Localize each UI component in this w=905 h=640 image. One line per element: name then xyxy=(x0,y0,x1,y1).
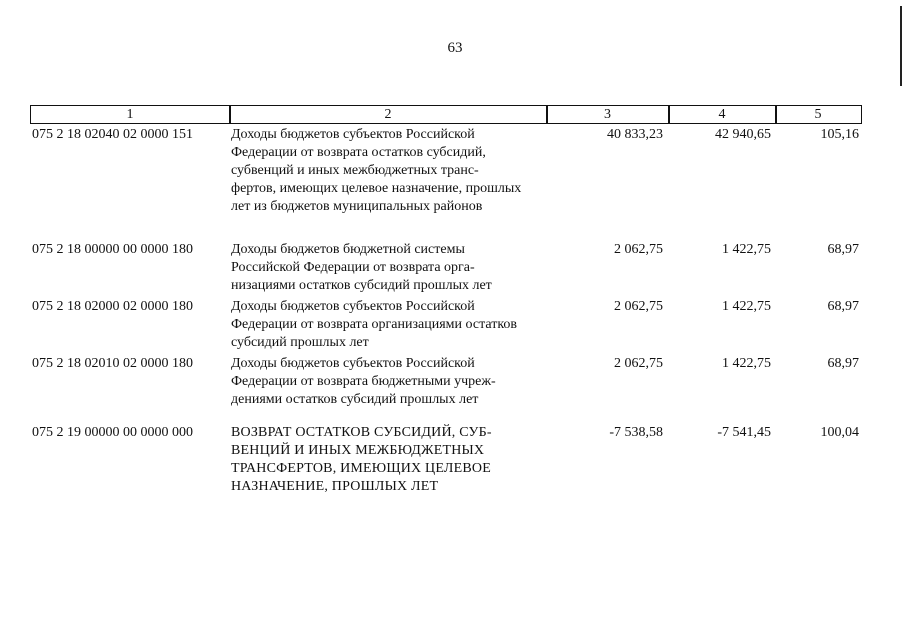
description-line: Доходы бюджетов субъектов Российской xyxy=(231,356,475,371)
description-line: Федерации от возврата остатков субсидий, xyxy=(231,145,486,160)
description-line: дениями остатков субсидий прошлых лет xyxy=(231,392,479,407)
row-description xyxy=(231,424,546,496)
value-col-4: -7 541,45 xyxy=(717,425,771,440)
description-line: Федерации от возврата бюджетными учреж- xyxy=(231,374,496,389)
budget-code: 075 2 18 02010 02 0000 180 xyxy=(32,356,193,371)
value-col-4: 1 422,75 xyxy=(722,299,771,314)
page-edge-mark xyxy=(900,6,902,86)
value-col-5: 68,97 xyxy=(827,299,859,314)
description-line: Доходы бюджетов бюджетной системы xyxy=(231,242,465,257)
row-description xyxy=(231,298,546,352)
column-header-2: 2 xyxy=(384,107,392,122)
description-line: Доходы бюджетов субъектов Российской xyxy=(231,127,475,142)
value-col-3: 2 062,75 xyxy=(614,242,663,257)
budget-code: 075 2 18 02000 02 0000 180 xyxy=(32,299,193,314)
row-description xyxy=(231,241,546,295)
value-col-3: 2 062,75 xyxy=(614,356,663,371)
value-col-3: -7 538,58 xyxy=(609,425,663,440)
description-line: НАЗНАЧЕНИЕ, ПРОШЛЫХ ЛЕТ xyxy=(231,479,439,494)
description-line: субвенций и иных межбюджетных транс- xyxy=(231,163,479,178)
value-col-5: 105,16 xyxy=(820,127,859,142)
budget-code: 075 2 18 00000 00 0000 180 xyxy=(32,242,193,257)
description-line: ТРАНСФЕРТОВ, ИМЕЮЩИХ ЦЕЛЕВОЕ xyxy=(231,461,491,476)
column-header-3: 3 xyxy=(604,107,611,122)
description-line: лет из бюджетов муниципальных районов xyxy=(231,199,483,214)
description-line: ВОЗВРАТ ОСТАТКОВ СУБСИДИЙ, СУБ- xyxy=(231,425,492,440)
page-number: 63 xyxy=(447,40,463,56)
value-col-4: 42 940,65 xyxy=(715,127,771,142)
description-line: ВЕНЦИЙ И ИНЫХ МЕЖБЮДЖЕТНЫХ xyxy=(231,443,485,458)
value-col-4: 1 422,75 xyxy=(722,356,771,371)
value-col-4: 1 422,75 xyxy=(722,242,771,257)
value-col-3: 2 062,75 xyxy=(614,299,663,314)
description-line: Доходы бюджетов субъектов Российской xyxy=(231,299,475,314)
column-header-4: 4 xyxy=(718,107,726,122)
budget-code: 075 2 18 02040 02 0000 151 xyxy=(32,127,193,142)
row-description xyxy=(231,355,546,409)
row-description xyxy=(231,126,546,216)
value-col-3: 40 833,23 xyxy=(607,127,663,142)
value-col-5: 100,04 xyxy=(820,425,859,440)
description-line: Федерации от возврата организациями остатков xyxy=(231,317,518,332)
description-line: Российской Федерации от возврата орга- xyxy=(231,260,475,275)
table-header xyxy=(30,105,862,124)
value-col-5: 68,97 xyxy=(827,356,859,371)
budget-code: 075 2 19 00000 00 0000 000 xyxy=(32,425,193,440)
column-header-1: 1 xyxy=(126,107,134,122)
description-line: низациями остатков субсидий прошлых лет xyxy=(231,278,492,293)
description-line: фертов, имеющих целевое назначение, прошлых xyxy=(231,181,522,196)
column-header-5: 5 xyxy=(814,107,822,122)
description-line: субсидий прошлых лет xyxy=(231,335,369,350)
value-col-5: 68,97 xyxy=(827,242,859,257)
